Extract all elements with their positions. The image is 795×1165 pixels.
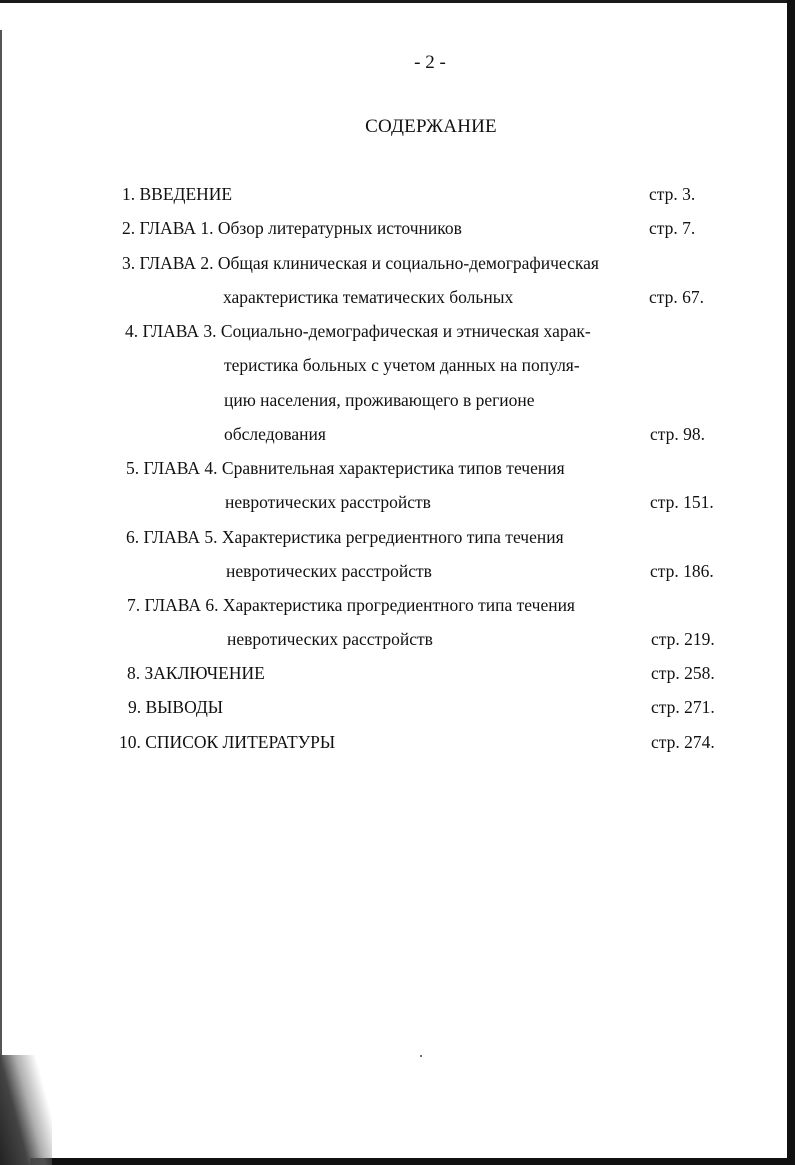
toc-entry-line: невротических расстройств — [225, 492, 431, 512]
toc-entry-line: 2. ГЛАВА 1. Обзор литературных источников — [122, 218, 462, 238]
page-title: СОДЕРЖАНИЕ — [365, 116, 497, 137]
toc-entry-line: 1. ВВЕДЕНИЕ — [122, 184, 233, 204]
toc-entry-line: обследования — [224, 424, 326, 444]
toc-entry-page: стр. 7. — [649, 218, 696, 238]
toc-entry-line: 3. ГЛАВА 2. Общая клиническая и социально-демографическая — [122, 253, 599, 273]
toc-entry-page: стр. 258. — [651, 663, 715, 683]
toc-entry-line: 8. ЗАКЛЮЧЕНИЕ — [127, 663, 265, 683]
toc-entry-line: 6. ГЛАВА 5. Характеристика регредиентного типа течения — [126, 527, 564, 547]
toc-entry-line: теристика больных с учетом данных на популя- — [224, 355, 580, 375]
toc-entry-line: 10. СПИСОК ЛИТЕРАТУРЫ — [119, 732, 336, 752]
toc-entry-page: стр. 186. — [650, 561, 714, 581]
toc-entry-line: невротических расстройств — [226, 561, 432, 581]
toc-entry-line: 5. ГЛАВА 4. Сравнительная характеристика типов течения — [126, 458, 565, 478]
toc-entry-page: стр. 3. — [649, 184, 696, 204]
page-number: - 2 - — [414, 52, 446, 73]
toc-entry-line: невротических расстройств — [227, 629, 433, 649]
toc-entry-line: 4. ГЛАВА 3. Социально-демографическая и этническая харак- — [125, 321, 591, 341]
toc-entry-page: стр. 151. — [650, 492, 714, 512]
toc-entry-line: 7. ГЛАВА 6. Характеристика прогредиентного типа течения — [127, 595, 575, 615]
toc-entry-page: стр. 98. — [650, 424, 706, 444]
toc-entry-line: характеристика тематических больных — [223, 287, 514, 307]
toc-entry-line: цию населения, проживающего в регионе — [224, 390, 535, 410]
toc-entry-line: 9. ВЫВОДЫ — [128, 697, 224, 717]
toc-entry-page: стр. 274. — [651, 732, 715, 752]
toc-entry-page: стр. 219. — [651, 629, 715, 649]
toc-entry-page: стр. 271. — [651, 697, 715, 717]
toc-entry-page: стр. 67. — [649, 287, 705, 307]
